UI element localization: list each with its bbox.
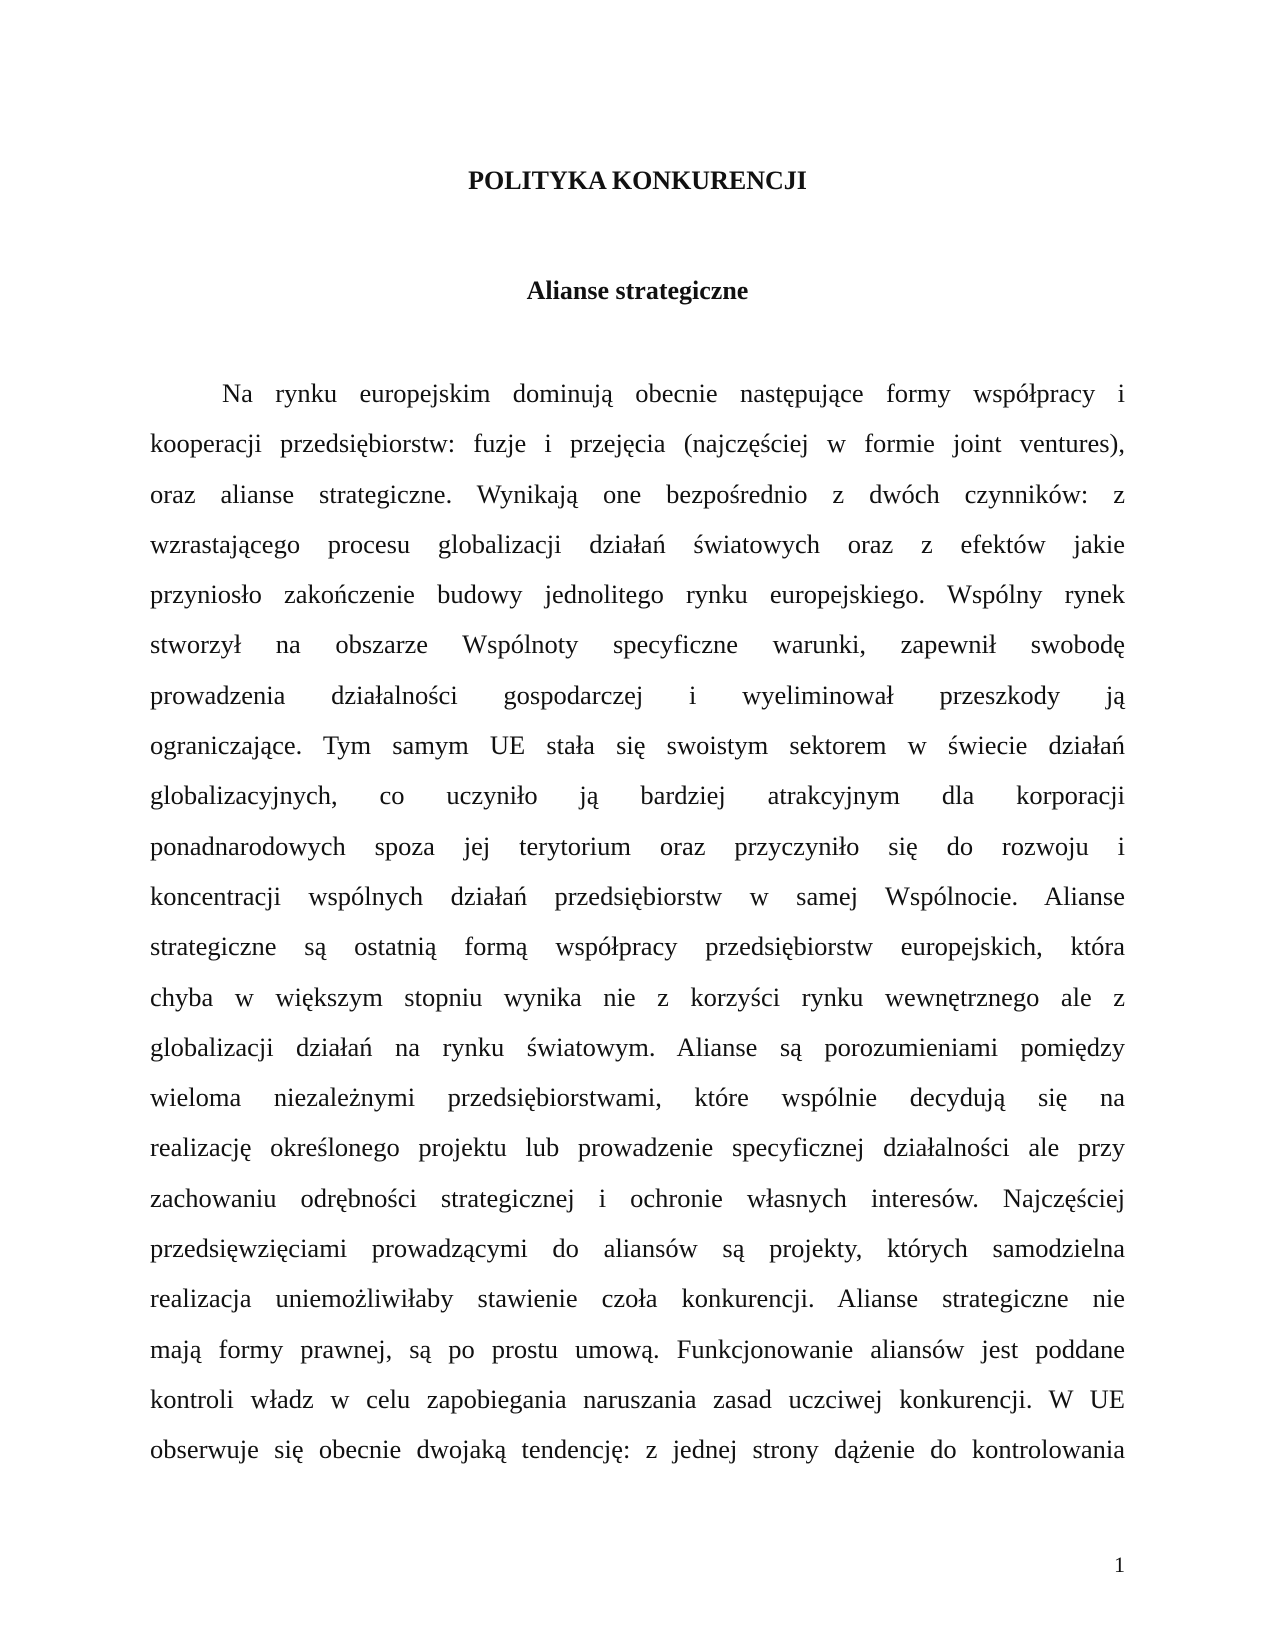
text-line: ponadnarodowych spoza jej terytorium oraz przyczyniło się do rozwoju i	[150, 830, 1125, 861]
text-line: mają formy prawnej, są po prostu umową. Funkcjonowanie aliansów jest poddane	[150, 1333, 1125, 1364]
text-line: realizacja uniemożliwiłaby stawienie czoła konkurencji. Alianse strategiczne nie	[150, 1283, 1125, 1314]
text-line: koncentracji wspólnych działań przedsiębiorstw w samej Wspólnocie. Alianse	[150, 880, 1125, 911]
document-title: POLITYKA KONKURENCJI	[468, 166, 807, 195]
text-line: globalizacyjnych, co uczyniło ją bardziej atrakcyjnym dla korporacji	[150, 780, 1125, 811]
text-line: globalizacji działań na rynku światowym. Alianse są porozumieniami pomiędzy	[150, 1031, 1125, 1062]
text-line: stworzył na obszarze Wspólnoty specyficzne warunki, zapewnił swobodę	[150, 629, 1125, 660]
page-number: 1	[1114, 1552, 1125, 1577]
text-line: ograniczające. Tym samym UE stała się swoistym sektorem w świecie działań	[150, 730, 1125, 761]
text-line: kontroli władz w celu zapobiegania naruszania zasad uczciwej konkurencji. W UE	[150, 1383, 1125, 1414]
text-line: chyba w większym stopniu wynika nie z korzyści rynku wewnętrznego ale z	[150, 981, 1125, 1012]
text-line: zachowaniu odrębności strategicznej i ochronie własnych interesów. Najczęściej	[150, 1182, 1125, 1213]
text-line: strategiczne są ostatnią formą współpracy przedsiębiorstw europejskich, która	[150, 931, 1125, 962]
text-line: kooperacji przedsiębiorstw: fuzje i przejęcia (najczęściej w formie joint ventures),	[150, 428, 1125, 459]
text-line: przedsięwzięciami prowadzącymi do aliansów są projekty, których samodzielna	[150, 1233, 1125, 1264]
text-line: wieloma niezależnymi przedsiębiorstwami, które wspólnie decydują się na	[150, 1082, 1125, 1113]
text-line: wzrastającego procesu globalizacji działań światowych oraz z efektów jakie	[150, 528, 1125, 559]
section-heading: Alianse strategiczne	[526, 276, 749, 305]
body-paragraph	[150, 368, 1125, 1475]
text-line: przyniosło zakończenie budowy jednolitego rynku europejskiego. Wspólny rynek	[150, 579, 1125, 610]
text-line: realizację określonego projektu lub prowadzenie specyficznej działalności ale przy	[150, 1132, 1125, 1163]
text-line: Na rynku europejskim dominują obecnie następujące formy współpracy i	[222, 378, 1125, 408]
text-line: oraz alianse strategiczne. Wynikają one bezpośrednio z dwóch czynników: z	[150, 478, 1125, 509]
text-line: obserwuje się obecnie dwojaką tendencję: z jednej strony dążenie do kontrolowania	[150, 1434, 1125, 1465]
text-line: prowadzenia działalności gospodarczej i wyeliminował przeszkody ją	[150, 679, 1125, 710]
